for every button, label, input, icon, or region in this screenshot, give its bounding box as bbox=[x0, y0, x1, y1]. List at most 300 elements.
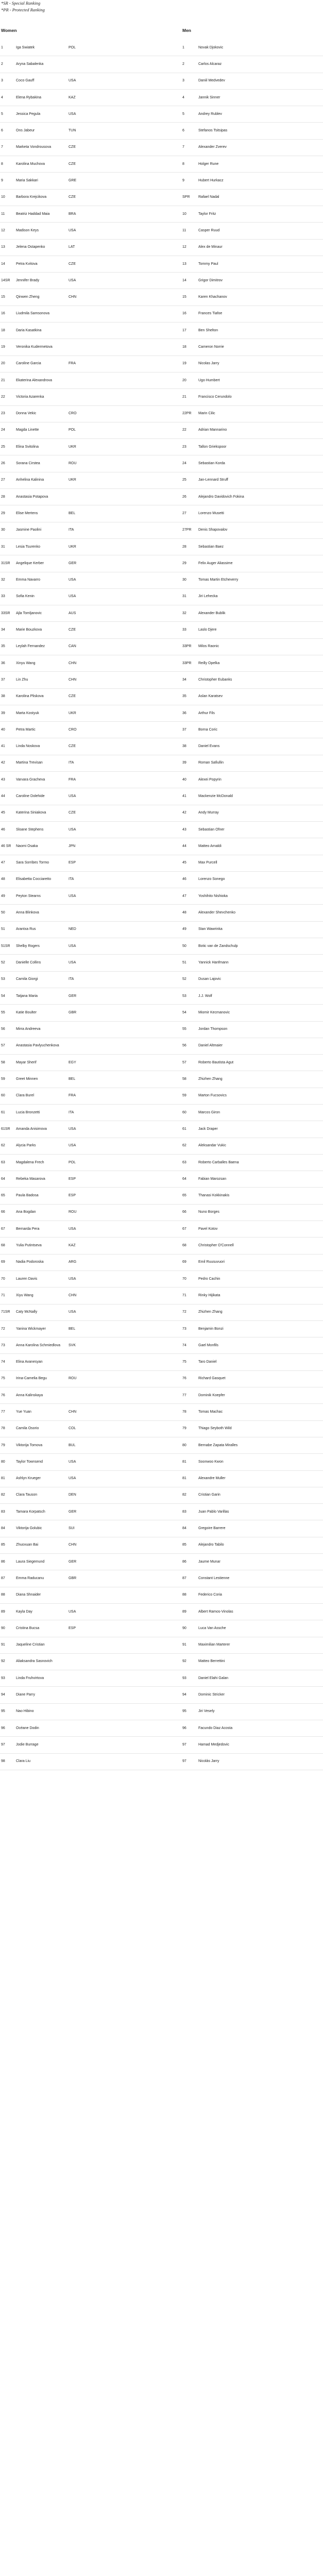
women-rank: 15 bbox=[1, 295, 5, 299]
table-row bbox=[0, 1587, 323, 1604]
men-rank: 66 bbox=[182, 1210, 186, 1214]
women-rank: 46 bbox=[1, 827, 5, 832]
men-player-name: Sebastian Ofner bbox=[198, 827, 225, 832]
women-player-name: Viktorija Golubic bbox=[16, 1527, 42, 1531]
table-row bbox=[0, 1188, 323, 1204]
men-rank: 72 bbox=[182, 1310, 186, 1314]
women-player-name: Ana Bogdan bbox=[16, 1210, 36, 1214]
men-rank: 36 bbox=[182, 711, 186, 715]
women-country: CHN bbox=[69, 661, 77, 665]
women-player-name: Lucia Bronzetti bbox=[16, 1110, 40, 1114]
women-player-name: Taylor Townsend bbox=[16, 1460, 43, 1464]
women-player-name: Shelby Rogers bbox=[16, 944, 40, 948]
women-player-name: Petra Kvitova bbox=[16, 262, 38, 266]
women-rank: 81 bbox=[1, 1477, 5, 1481]
women-country: USA bbox=[69, 794, 76, 798]
women-rank: 73 bbox=[1, 1343, 5, 1347]
table-row bbox=[0, 173, 323, 189]
men-rank: 41 bbox=[182, 794, 186, 798]
men-player-name: Matteo Berrettini bbox=[198, 1659, 225, 1664]
men-player-name: Tomas Machac bbox=[198, 1410, 223, 1414]
men-player-name: Hamad Medjedovic bbox=[198, 1742, 229, 1747]
women-rank: 31SR bbox=[1, 561, 10, 565]
women-player-name: Iga Swiatek bbox=[16, 45, 35, 49]
men-player-name: Pedro Cachin bbox=[198, 1277, 220, 1281]
table-row bbox=[0, 1471, 323, 1487]
women-player-name: Leylah Fernandez bbox=[16, 645, 45, 649]
women-player-name: Marketa Vondrousova bbox=[16, 145, 52, 149]
women-rank: 18 bbox=[1, 328, 5, 332]
table-row bbox=[0, 1155, 323, 1171]
women-player-name: Jodie Burrage bbox=[16, 1742, 39, 1747]
women-player-name: Katerina Siniakova bbox=[16, 811, 46, 815]
men-rank: 28 bbox=[182, 545, 186, 549]
table-row bbox=[0, 1255, 323, 1271]
men-rank: 61 bbox=[182, 1127, 186, 1131]
table-row bbox=[0, 240, 323, 256]
men-player-name: Roberto Bautista Agut bbox=[198, 1060, 234, 1064]
women-player-name: Aliaksandra Sasnovich bbox=[16, 1659, 53, 1664]
men-rank: 40 bbox=[182, 777, 186, 782]
women-player-name: Anhelina Kalinina bbox=[16, 478, 44, 482]
table-row bbox=[0, 1205, 323, 1221]
men-rank: 81 bbox=[182, 1477, 186, 1481]
women-rank: 38 bbox=[1, 694, 5, 699]
table-row bbox=[0, 273, 323, 289]
women-rank: 65 bbox=[1, 1194, 5, 1198]
women-rank: 34 bbox=[1, 628, 5, 632]
women-rank: 12 bbox=[1, 228, 5, 232]
men-player-name: Gregoire Barrere bbox=[198, 1527, 226, 1531]
women-rank: 4 bbox=[1, 95, 3, 99]
table-row bbox=[0, 855, 323, 872]
men-rank: 22PR bbox=[182, 412, 192, 416]
women-country: USA bbox=[69, 944, 76, 948]
men-player-name: Marcos Giron bbox=[198, 1110, 220, 1114]
table-row bbox=[0, 705, 323, 722]
men-player-name: Tomas Martin Etcheverry bbox=[198, 578, 239, 582]
table-row bbox=[0, 772, 323, 788]
men-rank: 94 bbox=[182, 1693, 186, 1697]
men-player-name: Grigor Dimitrov bbox=[198, 278, 223, 282]
men-player-name: Roberto Carballes Baena bbox=[198, 1160, 239, 1164]
men-rank: 5 bbox=[182, 112, 184, 116]
men-rank: 45 bbox=[182, 861, 186, 865]
men-rank: 84 bbox=[182, 1527, 186, 1531]
table-row bbox=[0, 922, 323, 938]
women-country: ESP bbox=[69, 1626, 76, 1630]
women-player-name: Anna Karolina Schmiedlova bbox=[16, 1343, 60, 1347]
women-country: FRA bbox=[69, 1094, 76, 1098]
men-rank: 43 bbox=[182, 827, 186, 832]
women-rank: 63 bbox=[1, 1160, 5, 1164]
women-country: ESP bbox=[69, 861, 76, 865]
women-rank: 95 bbox=[1, 1709, 5, 1714]
women-country: GER bbox=[69, 1510, 77, 1514]
women-country: TUN bbox=[69, 129, 76, 133]
men-player-name: Tallon Griekspoor bbox=[198, 445, 227, 449]
women-rank: 92 bbox=[1, 1659, 5, 1664]
table-row bbox=[0, 73, 323, 90]
table-row bbox=[0, 505, 323, 522]
women-rank: 75 bbox=[1, 1377, 5, 1381]
women-player-name: Paula Badosa bbox=[16, 1194, 39, 1198]
note-special-ranking: *SR - Special Ranking bbox=[1, 1, 41, 6]
men-player-name: Denis Shapovalov bbox=[198, 528, 228, 532]
men-rank: 46 bbox=[182, 877, 186, 882]
men-player-name: Lorenzo Musetti bbox=[198, 511, 224, 515]
women-player-name: Karolina Muchova bbox=[16, 162, 45, 166]
women-rank: 5 bbox=[1, 112, 3, 116]
men-rank: 64 bbox=[182, 1177, 186, 1181]
women-country: CZE bbox=[69, 628, 76, 632]
men-player-name: Rinky Hijikata bbox=[198, 1293, 220, 1297]
men-player-name: Nicolás Jarry bbox=[198, 1759, 219, 1764]
men-player-name: Yannick Hanfmann bbox=[198, 960, 229, 964]
men-rank: 29 bbox=[182, 561, 186, 565]
men-rank: 77 bbox=[182, 1393, 186, 1397]
men-rank: 15 bbox=[182, 295, 186, 299]
women-rank: 48 bbox=[1, 877, 5, 882]
table-row bbox=[0, 1620, 323, 1637]
men-player-name: Marin Cilic bbox=[198, 412, 215, 416]
women-rank: 61 bbox=[1, 1110, 5, 1114]
women-player-name: Jessica Pegula bbox=[16, 112, 41, 116]
men-player-name: Alejandro Tabilo bbox=[198, 1543, 224, 1547]
table-row bbox=[0, 888, 323, 905]
women-country: BRA bbox=[69, 212, 76, 216]
table-row bbox=[0, 872, 323, 888]
men-player-name: Roman Safiullin bbox=[198, 761, 224, 765]
women-rank: 47 bbox=[1, 861, 5, 865]
women-rank: 74 bbox=[1, 1360, 5, 1364]
table-row bbox=[0, 1088, 323, 1105]
women-rank: 90 bbox=[1, 1626, 5, 1630]
table-row bbox=[0, 1105, 323, 1121]
women-player-name: Jaqueline Cristian bbox=[16, 1643, 45, 1647]
table-row bbox=[0, 439, 323, 455]
table-row bbox=[0, 1487, 323, 1504]
men-rank: 38 bbox=[182, 744, 186, 749]
table-row bbox=[0, 572, 323, 589]
women-rank: 86 bbox=[1, 1560, 5, 1564]
men-player-name: Jan-Lennard Struff bbox=[198, 478, 228, 482]
women-rank: 52 bbox=[1, 960, 5, 964]
women-country: CRO bbox=[69, 412, 77, 416]
women-rank: 70 bbox=[1, 1277, 5, 1281]
women-player-name: Yue Yuan bbox=[16, 1410, 31, 1414]
men-player-name: Borna Coric bbox=[198, 727, 217, 732]
table-row bbox=[0, 406, 323, 422]
men-player-name: Gael Monfils bbox=[198, 1343, 218, 1347]
men-rank: 48 bbox=[182, 911, 186, 915]
men-player-name: Stefanos Tsitsipas bbox=[198, 129, 228, 133]
women-player-name: Bernarda Pera bbox=[16, 1227, 40, 1231]
women-rank: 96 bbox=[1, 1726, 5, 1730]
women-player-name: Anna Kalinskaya bbox=[16, 1393, 43, 1397]
women-player-name: Lauren Davis bbox=[16, 1277, 38, 1281]
men-rank: 33PR bbox=[182, 661, 192, 665]
men-rank: 32 bbox=[182, 611, 186, 615]
men-rank: 97 bbox=[182, 1759, 186, 1764]
women-player-name: Laura Siegemund bbox=[16, 1560, 45, 1564]
men-player-name: Reilly Opelka bbox=[198, 661, 220, 665]
women-player-name: Clara Burel bbox=[16, 1094, 35, 1098]
women-rank: 27 bbox=[1, 478, 5, 482]
table-row bbox=[0, 805, 323, 822]
table-row bbox=[0, 289, 323, 306]
men-rank: 22 bbox=[182, 428, 186, 432]
men-player-name: Milos Raonic bbox=[198, 645, 219, 649]
women-rank: 22 bbox=[1, 395, 5, 399]
men-player-name: Constant Lestienne bbox=[198, 1576, 230, 1580]
table-row bbox=[0, 1121, 323, 1138]
women-rank: 24 bbox=[1, 428, 5, 432]
women-player-name: Petra Martic bbox=[16, 727, 36, 732]
men-rank: 47 bbox=[182, 894, 186, 898]
women-player-name: Karolina Pliskova bbox=[16, 694, 44, 699]
men-rank: 33PR bbox=[182, 645, 192, 649]
women-country: SUI bbox=[69, 1527, 75, 1531]
men-rank: 88 bbox=[182, 1593, 186, 1597]
table-row bbox=[0, 1421, 323, 1437]
men-rank: 50 bbox=[182, 944, 186, 948]
women-country: CZE bbox=[69, 195, 76, 199]
women-country: CHN bbox=[69, 1410, 77, 1414]
women-player-name: Caroline Garcia bbox=[16, 362, 41, 366]
women-player-name: Linda Fruhvirtova bbox=[16, 1676, 44, 1680]
men-player-name: Karen Khachanov bbox=[198, 295, 227, 299]
women-player-name: Magdalena Frech bbox=[16, 1160, 44, 1164]
women-country: NED bbox=[69, 927, 76, 931]
women-player-name: Marie Bouzkova bbox=[16, 628, 42, 632]
women-country: CHN bbox=[69, 295, 77, 299]
men-rank: 96 bbox=[182, 1726, 186, 1730]
women-player-name: Lin Zhu bbox=[16, 677, 28, 682]
women-player-name: Alycia Parks bbox=[16, 1144, 36, 1148]
men-player-name: Thanasi Kokkinakis bbox=[198, 1194, 230, 1198]
women-player-name: Sofia Kenin bbox=[16, 595, 35, 599]
women-country: ITA bbox=[69, 761, 74, 765]
women-country: CZE bbox=[69, 811, 76, 815]
women-country: ROU bbox=[69, 462, 77, 466]
women-country: UKR bbox=[69, 545, 76, 549]
men-player-name: Yoshihito Nishioka bbox=[198, 894, 228, 898]
women-country: GER bbox=[69, 994, 77, 998]
men-player-name: Andrey Rublev bbox=[198, 112, 222, 116]
table-row bbox=[0, 822, 323, 838]
women-rank: 67 bbox=[1, 1227, 5, 1231]
men-rank: 82 bbox=[182, 1493, 186, 1497]
table-row bbox=[0, 722, 323, 738]
men-player-name: Jaume Munar bbox=[198, 1560, 220, 1564]
men-rank: 13 bbox=[182, 262, 186, 266]
women-country: BUL bbox=[69, 1443, 76, 1447]
men-rank: SPR bbox=[182, 195, 190, 199]
table-row bbox=[0, 256, 323, 273]
men-player-name: Alex de Minaur bbox=[198, 245, 223, 249]
women-country: CAN bbox=[69, 645, 76, 649]
women-rank: 97 bbox=[1, 1742, 5, 1747]
women-player-name: Irina-Camelia Begu bbox=[16, 1377, 47, 1381]
women-player-name: Elena Rybakina bbox=[16, 95, 42, 99]
men-rank: 86 bbox=[182, 1560, 186, 1564]
women-rank: 39 bbox=[1, 711, 5, 715]
men-rank: 12 bbox=[182, 245, 186, 249]
men-player-name: Nicolas Jarry bbox=[198, 362, 219, 366]
women-player-name: Clara Liu bbox=[16, 1759, 31, 1764]
men-player-name: Ben Shelton bbox=[198, 328, 218, 332]
women-player-name: Yulia Putintseva bbox=[16, 1244, 42, 1248]
women-rank: 57 bbox=[1, 1044, 5, 1048]
table-row bbox=[0, 672, 323, 688]
men-player-name: Fabian Marozsan bbox=[198, 1177, 227, 1181]
table-row bbox=[0, 356, 323, 372]
men-player-name: Felix Auger Aliassime bbox=[198, 561, 233, 565]
men-rank: 14 bbox=[182, 278, 186, 282]
men-rank: 81 bbox=[182, 1460, 186, 1464]
table-row bbox=[0, 738, 323, 755]
men-player-name: Alexander Zverev bbox=[198, 145, 227, 149]
women-player-name: Liudmila Samsonova bbox=[16, 312, 49, 316]
women-player-name: Caroline Dolehide bbox=[16, 794, 45, 798]
women-rank: 53 bbox=[1, 977, 5, 981]
women-rank: 71 bbox=[1, 1293, 5, 1297]
women-player-name: Angelique Kerber bbox=[16, 561, 44, 565]
men-rank: 55 bbox=[182, 1027, 186, 1031]
table-row bbox=[0, 1404, 323, 1420]
men-rank: 16 bbox=[182, 312, 186, 316]
women-rank: 61SR bbox=[1, 1127, 10, 1131]
women-country: JPN bbox=[69, 844, 76, 848]
women-rank: 76 bbox=[1, 1393, 5, 1397]
table-row bbox=[0, 1321, 323, 1337]
men-rank: 30 bbox=[182, 578, 186, 582]
women-player-name: Xinyu Wang bbox=[16, 661, 36, 665]
table-row bbox=[0, 140, 323, 156]
men-player-name: Federico Coria bbox=[198, 1593, 222, 1597]
table-row bbox=[0, 106, 323, 123]
women-rank: 55 bbox=[1, 1010, 5, 1014]
women-player-name: Océane Dodin bbox=[16, 1726, 39, 1730]
women-country: USA bbox=[69, 79, 76, 83]
women-rank: 80 bbox=[1, 1460, 5, 1464]
men-player-name: Zhizhen Zhang bbox=[198, 1077, 223, 1081]
women-player-name: Katie Boulter bbox=[16, 1010, 37, 1014]
men-rank: 75 bbox=[182, 1360, 186, 1364]
table-row bbox=[0, 40, 323, 56]
women-player-name: Elina Avanesyan bbox=[16, 1360, 43, 1364]
women-country: USA bbox=[69, 1227, 76, 1231]
men-rank: 44 bbox=[182, 844, 186, 848]
women-player-name: Clara Tauson bbox=[16, 1493, 38, 1497]
men-rank: 27PR bbox=[182, 528, 192, 532]
women-country: POL bbox=[69, 45, 76, 49]
table-row bbox=[0, 1271, 323, 1287]
women-player-name: Emma Raducanu bbox=[16, 1576, 44, 1580]
women-player-name: Naomi Osaka bbox=[16, 844, 38, 848]
men-player-name: Francisco Cerundolo bbox=[198, 395, 232, 399]
men-player-name: Jack Draper bbox=[198, 1127, 218, 1131]
women-rank: 3 bbox=[1, 79, 3, 83]
women-rank: 51 bbox=[1, 927, 5, 931]
women-country: UKR bbox=[69, 478, 76, 482]
men-rank: 10 bbox=[182, 212, 186, 216]
men-player-name: Max Purcell bbox=[198, 861, 217, 865]
table-row bbox=[0, 1687, 323, 1703]
men-player-name: Novak Djokovic bbox=[198, 45, 224, 49]
men-rank: 78 bbox=[182, 1410, 186, 1414]
women-rank: 19 bbox=[1, 345, 5, 349]
women-player-name: Mirra Andreeva bbox=[16, 1027, 41, 1031]
table-row bbox=[0, 1071, 323, 1088]
women-country: GER bbox=[69, 561, 77, 565]
women-player-name: Coco Gauff bbox=[16, 79, 35, 83]
women-player-name: Qinwen Zheng bbox=[16, 295, 40, 299]
table-row bbox=[0, 1371, 323, 1387]
men-player-name: Aslan Karatsev bbox=[198, 694, 223, 699]
women-country: USA bbox=[69, 595, 76, 599]
women-player-name: Tamara Korpatsch bbox=[16, 1510, 45, 1514]
women-rank: 26 bbox=[1, 462, 5, 466]
men-rank: 25 bbox=[182, 478, 186, 482]
women-rank: 46 SR bbox=[1, 844, 11, 848]
women-rank: 45 bbox=[1, 811, 5, 815]
table-row bbox=[0, 1504, 323, 1520]
women-player-name: Sloane Stephens bbox=[16, 827, 44, 832]
men-player-name: Sebastian Korda bbox=[198, 462, 225, 466]
women-column-heading: Women bbox=[1, 28, 17, 33]
women-country: KAZ bbox=[69, 95, 76, 99]
women-player-name: Ons Jabeur bbox=[16, 129, 35, 133]
men-player-name: Botic van de Zandschulp bbox=[198, 944, 238, 948]
women-player-name: Victoria Azarenka bbox=[16, 395, 44, 399]
men-player-name: Facundo Diaz Acosta bbox=[198, 1726, 233, 1730]
women-country: USA bbox=[69, 112, 76, 116]
table-row bbox=[0, 1754, 323, 1770]
women-rank: 84 bbox=[1, 1527, 5, 1531]
women-rank: 87 bbox=[1, 1576, 5, 1580]
women-player-name: Anastasia Pavlyuchenkova bbox=[16, 1044, 59, 1048]
table-row bbox=[0, 156, 323, 173]
table-row bbox=[0, 988, 323, 1005]
women-player-name: Jennifer Brady bbox=[16, 278, 40, 282]
men-player-name: Christopher Eubanks bbox=[198, 677, 232, 682]
women-country: ESP bbox=[69, 1177, 76, 1181]
men-player-name: Matteo Arnaldi bbox=[198, 844, 222, 848]
women-rank: 66 bbox=[1, 1210, 5, 1214]
men-player-name: Cristian Garin bbox=[198, 1493, 220, 1497]
table-row bbox=[0, 755, 323, 772]
men-rank: 11 bbox=[182, 228, 186, 232]
women-country: CHN bbox=[69, 677, 77, 682]
table-row bbox=[0, 1570, 323, 1587]
women-country: BEL bbox=[69, 1077, 76, 1081]
women-player-name: Magda Linette bbox=[16, 428, 39, 432]
table-row bbox=[0, 589, 323, 605]
men-rank: 23 bbox=[182, 445, 186, 449]
women-player-name: Yanina Wickmayer bbox=[16, 1327, 46, 1331]
men-rank: 95 bbox=[182, 1709, 186, 1714]
women-country: USA bbox=[69, 894, 76, 898]
men-rank: 65 bbox=[182, 1194, 186, 1198]
women-player-name: Elise Mertens bbox=[16, 511, 38, 515]
women-country: POL bbox=[69, 1160, 76, 1164]
table-row bbox=[0, 655, 323, 672]
women-player-name: Tatjana Maria bbox=[16, 994, 38, 998]
women-country: CHN bbox=[69, 1543, 77, 1547]
table-row bbox=[0, 1238, 323, 1254]
